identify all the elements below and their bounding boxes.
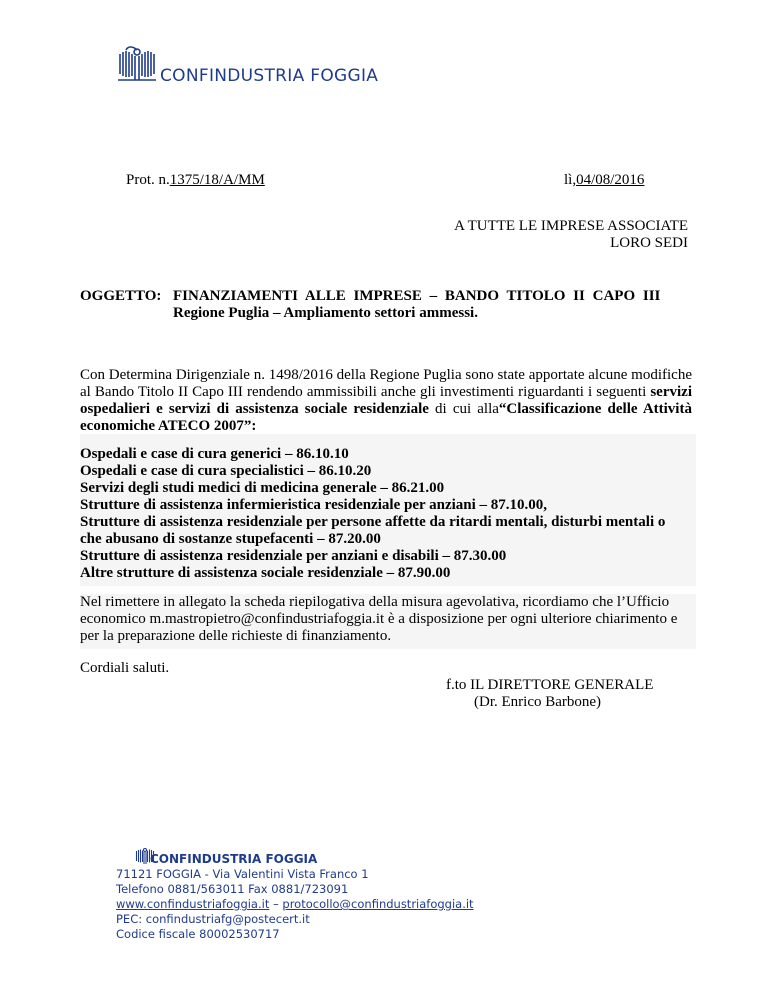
footer-website-link[interactable]: www.confindustriafoggia.it	[116, 897, 270, 911]
header-logo	[116, 44, 158, 84]
intro-highlight-2: “Classificazione delle Attività economiche ATECO 2007”:	[80, 401, 692, 434]
date-label: lì,	[564, 172, 577, 188]
sector-item: Servizi degli studi medici di medicina generale – 86.21.00	[80, 480, 445, 496]
header-org-name: CONFINDUSTRIA FOGGIA	[160, 66, 379, 86]
sector-item: Strutture di assistenza residenziale per persone affette da ritardi mentali, disturbi mentali o	[80, 514, 666, 530]
protocol-number: 1375/18/A/MM	[169, 172, 265, 188]
subject-label: OGGETTO:	[80, 288, 162, 304]
signature-title: f.to IL DIRETTORE GENERALE	[446, 677, 654, 693]
intro-text-2: di cui alla	[428, 401, 499, 417]
intro-text-1: Con Determina Dirigenziale n. 1498/2016 della Regione Puglia sono state apportate alcune modifiche al Bando Titolo II Capo III rendendo ammissibili anche gli investimenti riguardanti i seguenti	[80, 367, 692, 400]
sector-item: Ospedali e case di cura specialistici – 86.10.20	[80, 463, 372, 479]
footer-phone: Telefono 0881/563011 Fax 0881/723091	[116, 882, 349, 896]
subject	[80, 288, 692, 322]
sector-item: Altre strutture di assistenza sociale residenziale – 87.90.00	[80, 565, 451, 581]
sector-item: che abusano di sostanze stupefacenti – 87.20.00	[80, 531, 381, 547]
footer-link-separator: –	[269, 897, 283, 911]
footer-address: 71121 FOGGIA - Via Valentini Vista Franco 1	[116, 867, 369, 881]
sector-list	[80, 434, 696, 586]
sector-item: Strutture di assistenza infermieristica residenziale per anziani – 87.10.00,	[80, 497, 548, 513]
footer-tax-code: Codice fiscale 80002530717	[116, 927, 280, 941]
signature-name: (Dr. Enrico Barbone)	[474, 694, 602, 710]
sector-item: Strutture di assistenza residenziale per anziani e disabili – 87.30.00	[80, 548, 507, 564]
eagle-logo-icon	[116, 44, 158, 84]
greeting: Cordiali saluti.	[80, 660, 170, 676]
date-line	[564, 172, 644, 189]
closing-paragraph: Nel rimettere in allegato la scheda riepilogativa della misura agevolativa, ricordiamo che l’Ufficio economico m.mastropietro@confindustriafoggia.it è a disposizione per ogni ulteriore chiarimento e per la preparazione delle richieste di finanziamento.	[80, 594, 696, 649]
footer-pec: PEC: confindustriafg@postecert.it	[116, 912, 310, 926]
intro-highlight-1: servizi ospedalieri e servizi di assistenza sociale residenziale	[80, 384, 692, 417]
intro-paragraph	[80, 367, 692, 435]
subject-line2: Regione Puglia – Ampliamento settori ammessi.	[173, 305, 478, 321]
recipients-line2: LORO SEDI	[610, 235, 688, 251]
protocol-line	[126, 172, 265, 189]
recipients	[400, 218, 688, 252]
footer	[116, 852, 474, 942]
sector-item: Ospedali e case di cura generici – 86.10.10	[80, 446, 349, 462]
footer-email-link[interactable]: protocollo@confindustriafoggia.it	[282, 897, 474, 911]
signature	[446, 677, 653, 711]
footer-links	[116, 897, 474, 912]
date-value: 04/08/2016	[576, 172, 645, 188]
subject-line1: FINANZIAMENTI ALLE IMPRESE – BANDO TITOLO II CAPO III	[173, 288, 661, 304]
recipients-line1: A TUTTE LE IMPRESE ASSOCIATE	[454, 218, 688, 234]
protocol-label: Prot. n.	[126, 172, 170, 188]
footer-org-name: CONFINDUSTRIA FOGGIA	[150, 852, 318, 866]
